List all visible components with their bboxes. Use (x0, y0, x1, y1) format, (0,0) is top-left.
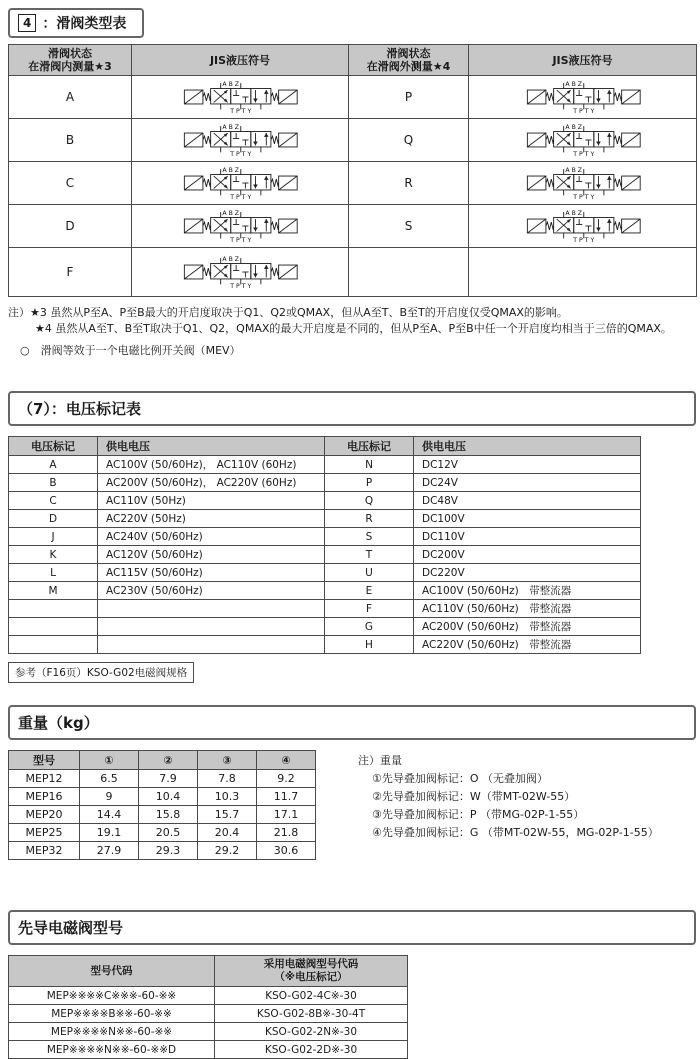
supply-voltage: DC48V (414, 492, 641, 510)
supply-voltage: DC24V (414, 474, 641, 492)
voltage-code: K (9, 546, 98, 564)
table-row (9, 1005, 408, 1023)
supply-voltage: DC200V (414, 546, 641, 564)
voltage-code: B (9, 474, 98, 492)
weight-value: 15.8 (139, 806, 198, 824)
table-row (9, 618, 641, 636)
table-header-row (9, 437, 641, 456)
voltage-code: N (325, 456, 414, 474)
table-header-row (9, 751, 316, 770)
pilot-model-code: MEP※※※※C※※※-60-※※ (9, 987, 215, 1005)
weight-value: 29.3 (139, 842, 198, 860)
table-row (9, 162, 697, 205)
svg-text:T P T Y: T P T Y (572, 151, 594, 157)
col-header-solenoid-code: 采用电磁阀型号代码 （※电压标记） (215, 956, 408, 987)
svg-text:A B Z: A B Z (222, 81, 240, 89)
weight-note-title: 注）重量 (358, 754, 402, 767)
col-header-voltage-code: 电压标记 (9, 437, 98, 456)
supply-voltage: AC110V (50Hz) (98, 492, 325, 510)
weight-value: 20.5 (139, 824, 198, 842)
svg-text:T P T Y: T P T Y (572, 194, 594, 200)
pilot-model-code: MEP※※※※B※※-60-※※ (9, 1005, 215, 1023)
jis-symbol-empty (469, 248, 697, 297)
jis-symbol-s (469, 209, 696, 243)
spool-state-b: B (9, 119, 132, 162)
section-number-badge: 4 (18, 14, 36, 32)
supply-voltage: DC110V (414, 528, 641, 546)
weight-note-2: ②先导叠加阀标记：W（带MT-02W-55） (372, 790, 576, 803)
supply-voltage: AC230V (50/60Hz) (98, 582, 325, 600)
weight-value: 29.2 (198, 842, 257, 860)
voltage-code: P (325, 474, 414, 492)
table-row (9, 205, 697, 248)
model-name: MEP16 (9, 788, 80, 806)
note-star3: 注）★3 虽然从P至A、P至B最大的开启度取决于Q1、Q2或QMAX，但从A至T、B至T的开启度仅受QMAX的影响。 (8, 306, 568, 319)
svg-text:T P T Y: T P T Y (572, 108, 594, 114)
table-row (9, 510, 641, 528)
table-row (9, 842, 316, 860)
supply-voltage-empty (98, 636, 325, 654)
spool-state-f: F (9, 248, 132, 297)
spool-type-table (8, 44, 697, 297)
spool-state-d: D (9, 205, 132, 248)
weight-value: 19.1 (80, 824, 139, 842)
model-name: MEP12 (9, 770, 80, 788)
weight-value: 9.2 (257, 770, 316, 788)
table-row (9, 248, 697, 297)
section-title-text: ：滑阀类型表 (42, 16, 127, 32)
svg-text:T P T Y: T P T Y (572, 237, 594, 243)
col-header-jis-left: JIS液压符号 (132, 45, 349, 76)
table-header-row (9, 45, 697, 76)
supply-voltage: AC120V (50/60Hz) (98, 546, 325, 564)
col-header-state-external: 滑阀状态 在滑阀外测量★4 (349, 45, 469, 76)
pilot-valve-table (8, 955, 408, 1059)
weight-value: 21.8 (257, 824, 316, 842)
table-row (9, 636, 641, 654)
svg-text:A B Z: A B Z (564, 210, 582, 218)
table-row (9, 788, 316, 806)
pilot-solenoid-code: KSO-G02-4C※-30 (215, 987, 408, 1005)
voltage-code: A (9, 456, 98, 474)
jis-symbol-q (469, 123, 696, 157)
supply-voltage: AC200V (50/60Hz)， AC220V (60Hz) (98, 474, 325, 492)
jis-valve-symbol (150, 209, 330, 243)
supply-voltage: AC240V (50/60Hz) (98, 528, 325, 546)
col-header-supply-voltage: 供电电压 (414, 437, 641, 456)
weight-note-4: ④先导叠加阀标记：G （带MT-02W-55，MG-02P-1-55） (372, 826, 659, 839)
table-row (9, 600, 641, 618)
col-header-model-code: 型号代码 (9, 956, 215, 987)
supply-voltage: AC100V (50/60Hz) 带整流器 (414, 582, 641, 600)
col-header-supply-voltage: 供电电压 (98, 437, 325, 456)
voltage-code: H (325, 636, 414, 654)
weight-value: 15.7 (198, 806, 257, 824)
voltage-code: T (325, 546, 414, 564)
jis-symbol-d (132, 209, 348, 243)
weight-value: 10.3 (198, 788, 257, 806)
supply-voltage: AC110V (50/60Hz) 带整流器 (414, 600, 641, 618)
pilot-solenoid-code: KSO-G02-2N※-30 (215, 1023, 408, 1041)
jis-symbol-c (132, 166, 348, 200)
table-row (9, 492, 641, 510)
jis-symbol-f (132, 255, 348, 289)
jis-valve-symbol (150, 255, 330, 289)
reference-note: 参考（F16页）KSO-G02电磁阀规格 (8, 662, 194, 683)
section-title-spool (8, 8, 144, 38)
supply-voltage: AC220V (50Hz) (98, 510, 325, 528)
jis-valve-symbol (150, 80, 330, 114)
table-row (9, 456, 641, 474)
col-header-1: ① (80, 751, 139, 770)
svg-text:T P T Y: T P T Y (230, 194, 252, 200)
pilot-solenoid-code: KSO-G02-2D※-30 (215, 1041, 408, 1059)
table-row (9, 806, 316, 824)
jis-valve-symbol (493, 209, 673, 243)
note-star4: ★4 虽然从A至T、B至T取决于Q1、Q2，QMAX的最大开启度是不同的，但从P至A、P至B中任一个开启度均相当于三倍的QMAX。 (35, 322, 672, 335)
weight-value: 20.4 (198, 824, 257, 842)
weight-value: 27.9 (80, 842, 139, 860)
jis-symbol-r (469, 166, 696, 200)
svg-text:A B Z: A B Z (222, 167, 240, 175)
table-row (9, 824, 316, 842)
weight-value: 30.6 (257, 842, 316, 860)
supply-voltage-empty (98, 600, 325, 618)
voltage-code: G (325, 618, 414, 636)
spool-state-c: C (9, 162, 132, 205)
supply-voltage-empty (98, 618, 325, 636)
model-name: MEP20 (9, 806, 80, 824)
table-row (9, 1041, 408, 1059)
voltage-code: M (9, 582, 98, 600)
spool-state-p: P (349, 76, 469, 119)
col-header-4: ④ (257, 751, 316, 770)
spool-state-r: R (349, 162, 469, 205)
supply-voltage: DC12V (414, 456, 641, 474)
table-row (9, 528, 641, 546)
spool-state-s: S (349, 205, 469, 248)
voltage-code: L (9, 564, 98, 582)
jis-valve-symbol (493, 80, 673, 114)
section-title-voltage: （7）：电压标记表 (8, 391, 696, 426)
jis-valve-symbol (150, 123, 330, 157)
jis-symbol-b (132, 123, 348, 157)
col-header-jis-right: JIS液压符号 (469, 45, 697, 76)
supply-voltage: AC200V (50/60Hz) 带整流器 (414, 618, 641, 636)
table-row (9, 546, 641, 564)
voltage-code: F (325, 600, 414, 618)
weight-notes (358, 750, 659, 860)
supply-voltage: DC100V (414, 510, 641, 528)
jis-symbol-p (469, 80, 696, 114)
table-row (9, 770, 316, 788)
spool-state-q: Q (349, 119, 469, 162)
weight-table (8, 750, 316, 860)
voltage-table (8, 436, 641, 654)
svg-text:A B Z: A B Z (222, 256, 240, 264)
svg-text:A B Z: A B Z (222, 210, 240, 218)
table-row (9, 76, 697, 119)
note-circle: ○ 滑阀等效于一个电磁比例开关阀（MEV） (20, 344, 241, 357)
svg-text:A B Z: A B Z (564, 124, 582, 132)
svg-text:T P T Y: T P T Y (230, 283, 252, 289)
svg-text:T P T Y: T P T Y (230, 108, 252, 114)
svg-text:A B Z: A B Z (564, 81, 582, 89)
weight-note-3: ③先导叠加阀标记：P （带MG-02P-1-55） (372, 808, 585, 821)
jis-valve-symbol (493, 123, 673, 157)
voltage-code-empty (9, 600, 98, 618)
supply-voltage: DC220V (414, 564, 641, 582)
col-header-voltage-code: 电压标记 (325, 437, 414, 456)
voltage-code: J (9, 528, 98, 546)
weight-value: 6.5 (80, 770, 139, 788)
supply-voltage: AC115V (50/60Hz) (98, 564, 325, 582)
svg-text:A B Z: A B Z (564, 167, 582, 175)
voltage-code: Q (325, 492, 414, 510)
table-row (9, 987, 408, 1005)
col-header-model: 型号 (9, 751, 80, 770)
pilot-model-code: MEP※※※※N※※-60-※※ (9, 1023, 215, 1041)
voltage-code-empty (9, 618, 98, 636)
section-title-pilot: 先导电磁阀型号 (8, 910, 696, 945)
weight-value: 11.7 (257, 788, 316, 806)
col-header-state-internal: 滑阀状态 在滑阀内测量★3 (9, 45, 132, 76)
voltage-code: C (9, 492, 98, 510)
weight-value: 14.4 (80, 806, 139, 824)
jis-valve-symbol (150, 166, 330, 200)
model-name: MEP25 (9, 824, 80, 842)
spool-notes (8, 305, 692, 359)
spool-state-empty (349, 248, 469, 297)
svg-text:T P T Y: T P T Y (230, 237, 252, 243)
supply-voltage: AC100V (50/60Hz)， AC110V (60Hz) (98, 456, 325, 474)
weight-value: 7.8 (198, 770, 257, 788)
pilot-solenoid-code: KSO-G02-8B※-30-4T (215, 1005, 408, 1023)
weight-value: 7.9 (139, 770, 198, 788)
voltage-code: R (325, 510, 414, 528)
table-row (9, 1023, 408, 1041)
section-title-weight: 重量（kg） (8, 705, 696, 740)
voltage-code: U (325, 564, 414, 582)
table-row (9, 582, 641, 600)
model-name: MEP32 (9, 842, 80, 860)
svg-text:A B Z: A B Z (222, 124, 240, 132)
svg-text:T P T Y: T P T Y (230, 151, 252, 157)
voltage-code: S (325, 528, 414, 546)
weight-value: 9 (80, 788, 139, 806)
weight-value: 10.4 (139, 788, 198, 806)
weight-section (8, 750, 692, 860)
pilot-model-code: MEP※※※※N※※-60-※※D (9, 1041, 215, 1059)
weight-note-1: ①先导叠加阀标记：O （无叠加阀） (372, 772, 549, 785)
col-header-3: ③ (198, 751, 257, 770)
col-header-2: ② (139, 751, 198, 770)
weight-value: 17.1 (257, 806, 316, 824)
jis-symbol-a (132, 80, 348, 114)
voltage-code: E (325, 582, 414, 600)
voltage-code-empty (9, 636, 98, 654)
jis-valve-symbol (493, 166, 673, 200)
supply-voltage: AC220V (50/60Hz) 带整流器 (414, 636, 641, 654)
table-row (9, 474, 641, 492)
table-row (9, 119, 697, 162)
voltage-code: D (9, 510, 98, 528)
table-header-row (9, 956, 408, 987)
table-row (9, 564, 641, 582)
spool-state-a: A (9, 76, 132, 119)
